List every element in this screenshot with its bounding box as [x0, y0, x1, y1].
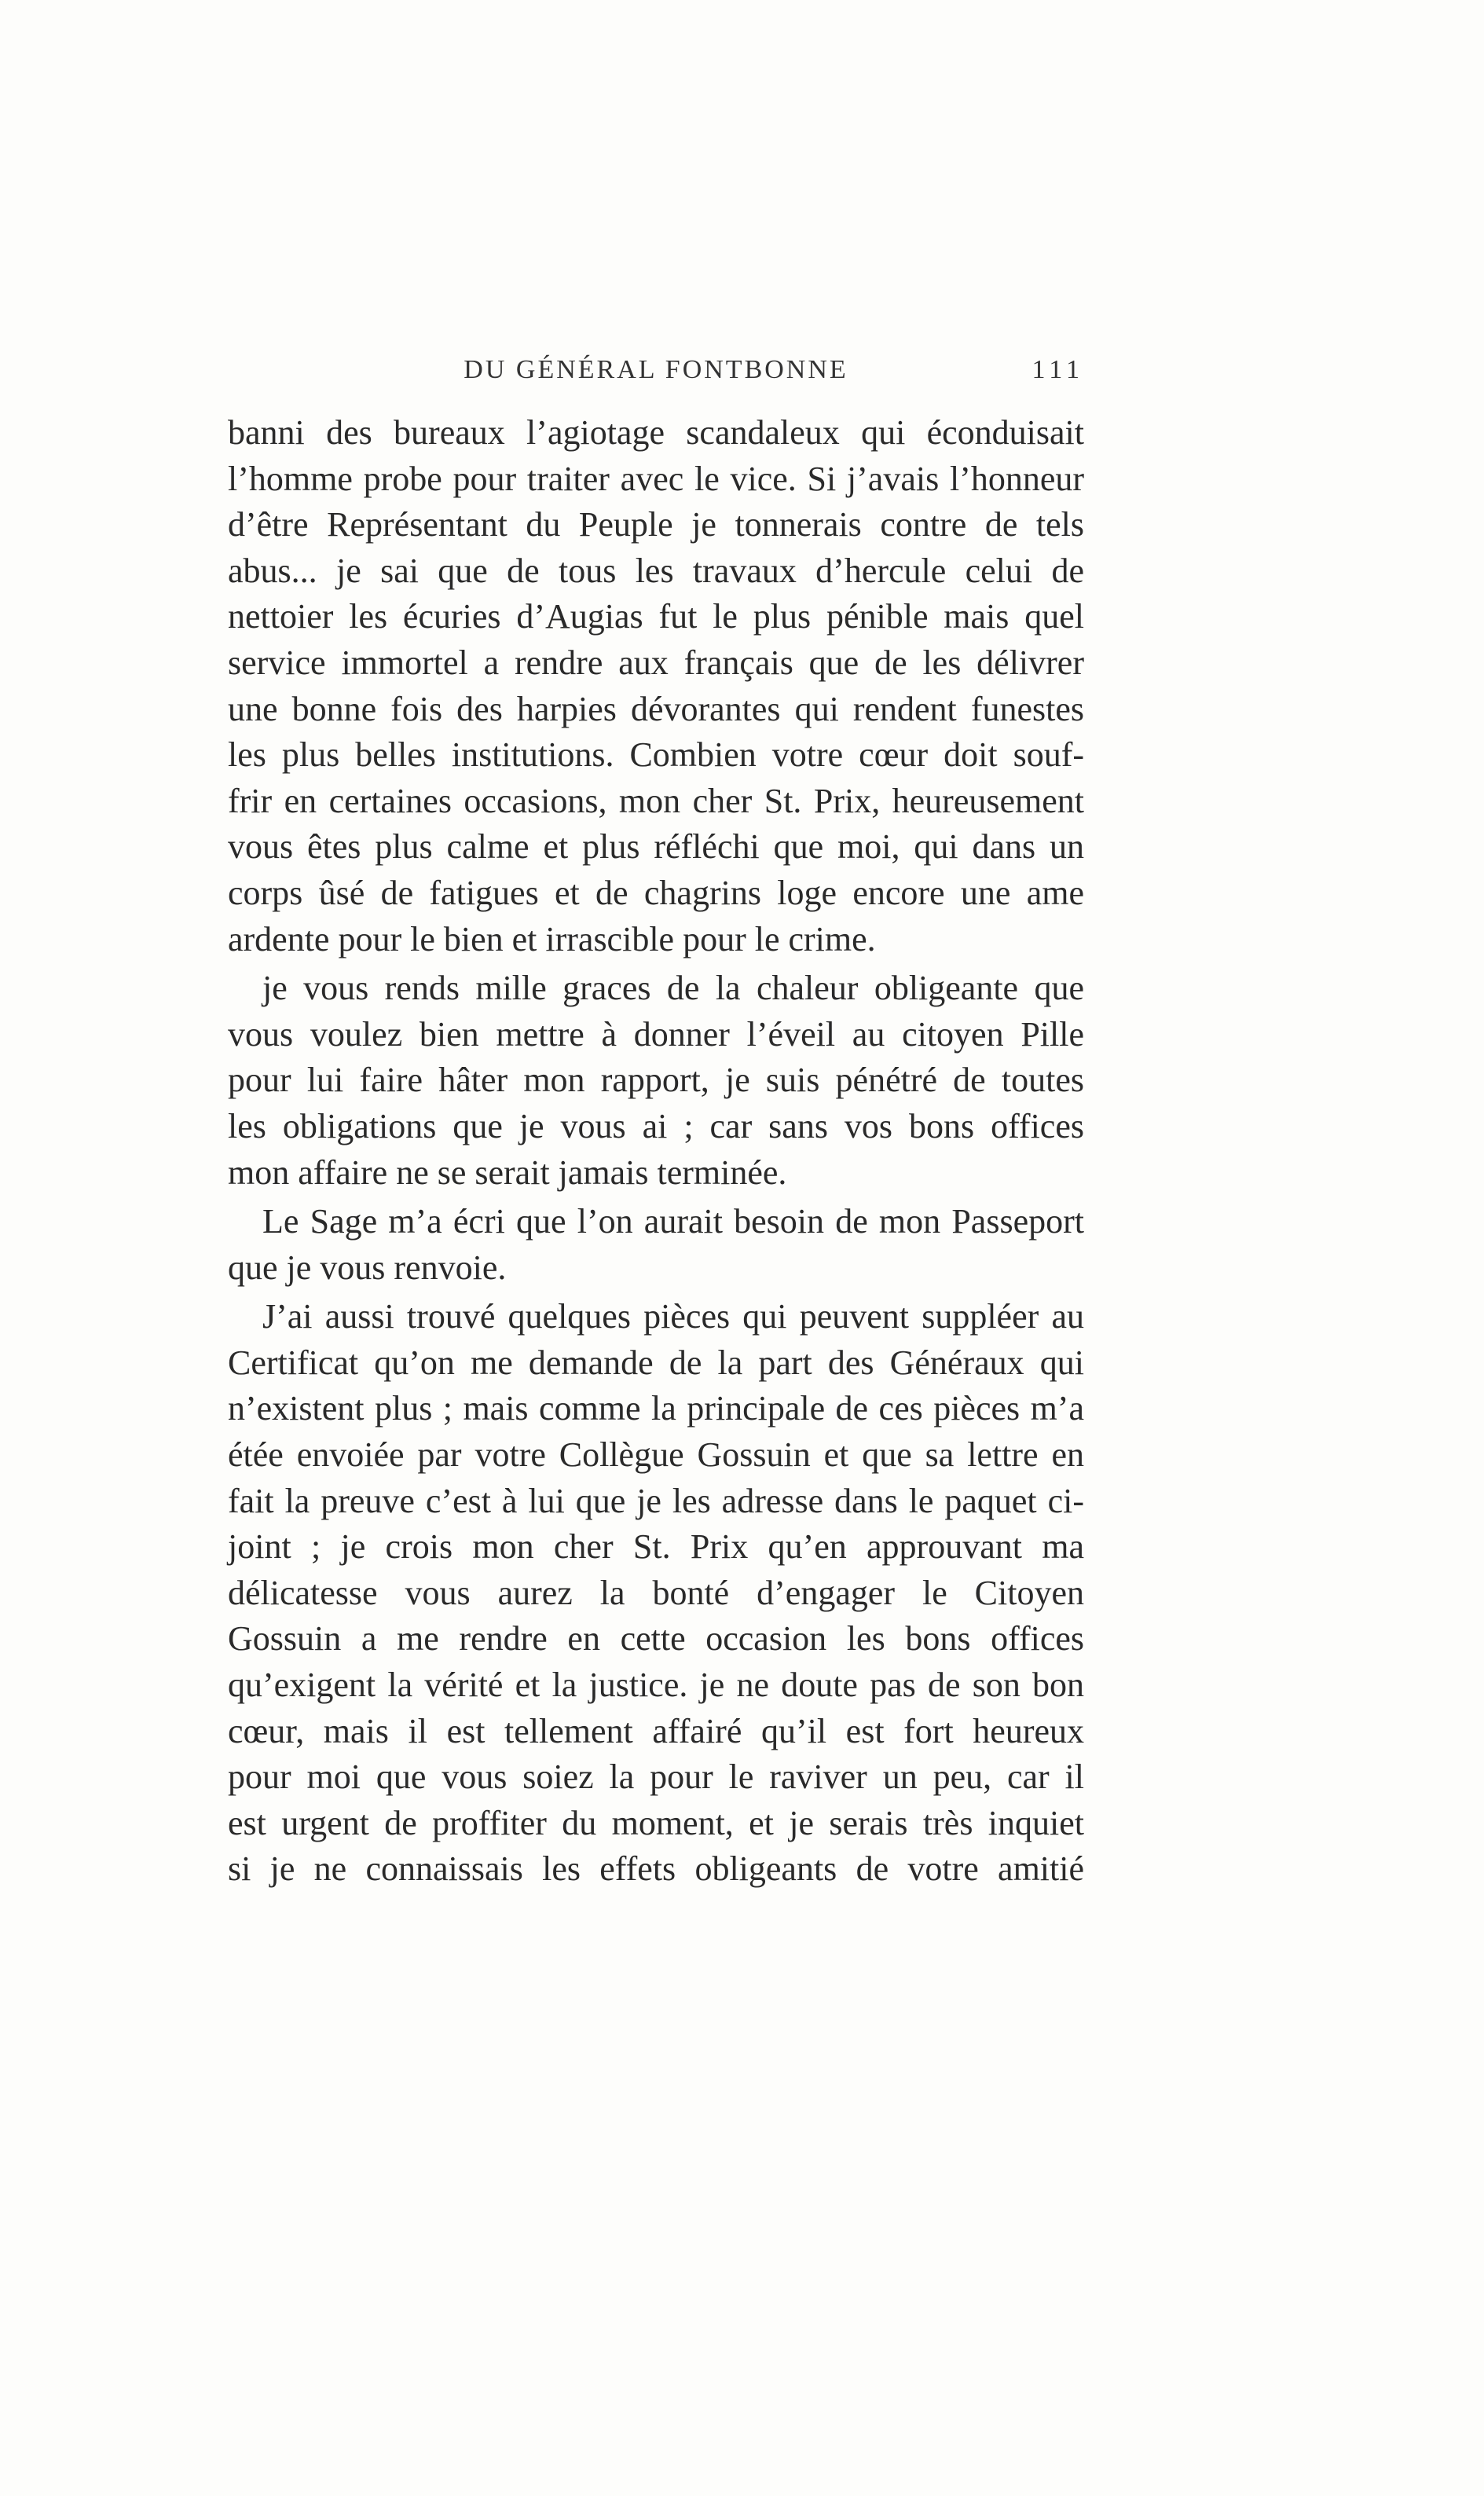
- text-line: nettoier les écuries d’Augias fut le plus pénible mais quel: [228, 597, 1084, 636]
- text-line: pour lui faire hâter mon rapport, je suis pénétré de toutes: [228, 1061, 1084, 1100]
- text-line: mon affaire ne se serait jamais terminée.: [228, 1153, 787, 1192]
- text-line: l’homme probe pour traiter avec le vice. Si j’avais l’honneur: [228, 459, 1084, 498]
- text-line: frir en certaines occasions, mon cher St. Prix, heureusement: [228, 781, 1084, 820]
- text-line: abus... je sai que de tous les travaux d’hercule celui de: [228, 551, 1084, 590]
- text-line: ardente pour le bien et irrascible pour le crime.: [228, 919, 876, 958]
- text-line: les plus belles institutions. Combien votre cœur doit souf-: [228, 735, 1084, 775]
- text-line: une bonne fois des harpies dévorantes qui rendent funestes: [228, 689, 1084, 728]
- paragraph: [228, 1199, 1084, 1291]
- text-line: n’existent plus ; mais comme la principale de ces pièces m’a: [228, 1389, 1084, 1428]
- text-line: les obligations que je vous ai ; car sans vos bons offices: [228, 1106, 1084, 1145]
- text-line: si je ne connaissais les effets obligeants de votre amitié: [228, 1849, 1084, 1889]
- body-text: [228, 410, 1084, 1893]
- paragraph: [228, 966, 1084, 1196]
- text-line: vous voulez bien mettre à donner l’éveil au citoyen Pille: [228, 1014, 1084, 1054]
- text-line: vous êtes plus calme et plus réfléchi que moi, qui dans un: [228, 827, 1084, 867]
- page-number: 111: [1031, 355, 1084, 384]
- running-title: DU GÉNÉRAL FONTBONNE: [464, 355, 848, 384]
- text-line: qu’exigent la vérité et la justice. je ne doute pas de son bon: [228, 1666, 1084, 1705]
- text-line: fait la preuve c’est à lui que je les adresse dans le paquet ci-: [228, 1481, 1084, 1520]
- running-head: [228, 355, 1084, 402]
- text-line: corps ûsé de fatigues et de chagrins loge encore une ame: [228, 873, 1084, 912]
- text-line: étée envoiée par votre Collègue Gossuin et que sa lettre en: [228, 1435, 1084, 1475]
- text-line: service immortel a rendre aux français que de les délivrer: [228, 643, 1084, 682]
- paragraph: [228, 410, 1084, 962]
- text-line: banni des bureaux l’agiotage scandaleux qui éconduisait: [228, 413, 1084, 452]
- text-line: pour moi que vous soiez la pour le raviver un peu, car il: [228, 1757, 1084, 1797]
- text-line: est urgent de proffiter du moment, et je serais très inquiet: [228, 1803, 1084, 1842]
- text-line: d’être Représentant du Peuple je tonnerais contre de tels: [228, 505, 1084, 544]
- text-line: J’ai aussi trouvé quelques pièces qui peuvent suppléer au: [262, 1297, 1084, 1336]
- text-line: délicatesse vous aurez la bonté d’engager le Citoyen: [228, 1573, 1084, 1612]
- paragraph: [228, 1294, 1084, 1893]
- text-line: je vous rends mille graces de la chaleur obligeante que: [262, 969, 1084, 1008]
- text-line: Le Sage m’a écri que l’on aurait besoin de mon Passeport: [262, 1202, 1084, 1241]
- text-line: cœur, mais il est tellement affairé qu’il est fort heureux: [228, 1711, 1084, 1750]
- text-line: joint ; je crois mon cher St. Prix qu’en approuvant ma: [228, 1527, 1084, 1567]
- text-line: que je vous renvoie.: [228, 1248, 507, 1287]
- text-line: Gossuin a me rendre en cette occasion les bons offices: [228, 1619, 1084, 1659]
- text-line: Certificat qu’on me demande de la part des Généraux qui: [228, 1343, 1084, 1382]
